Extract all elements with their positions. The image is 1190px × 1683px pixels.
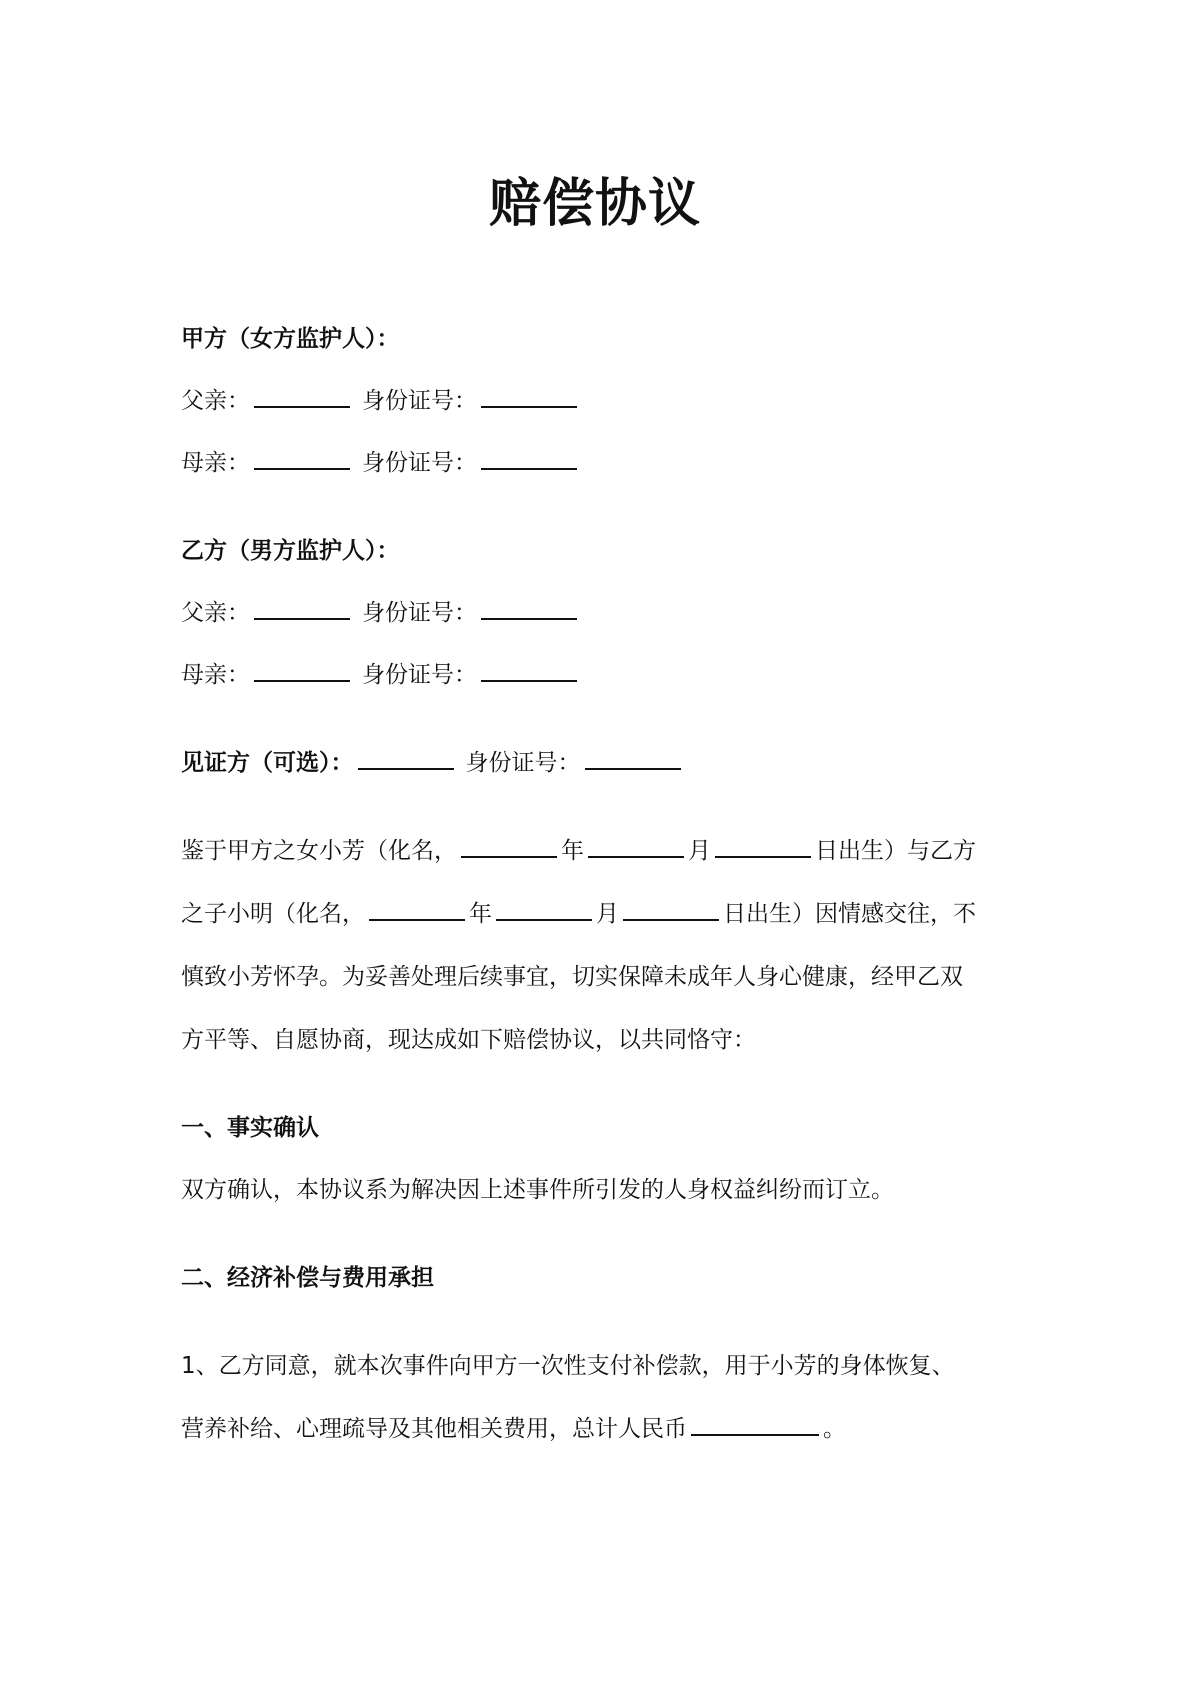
- month-label: 月: [596, 901, 619, 927]
- preamble-line-2: [181, 898, 976, 930]
- party-b-mother-row: [181, 659, 581, 691]
- mother-id-blank[interactable]: [481, 660, 577, 682]
- id-label: 身份证号：: [362, 662, 477, 688]
- section-1-text: 双方确认，本协议系为解决因上述事件所引发的人身权益纠纷而订立。: [181, 1177, 894, 1203]
- id-label: 身份证号：: [362, 450, 477, 476]
- section-1-heading: 一、事实确认: [181, 1115, 319, 1141]
- item-end: 。: [823, 1416, 846, 1442]
- preamble-text: 之子小明（化名，: [181, 901, 365, 927]
- id-label: 身份证号：: [362, 388, 477, 414]
- party-a-father-row: [181, 385, 581, 417]
- preamble-text: 日出生）因情感交往，不: [723, 901, 976, 927]
- section-2-heading: 二、经济补偿与费用承担: [181, 1265, 434, 1291]
- party-b-father-row: [181, 597, 581, 629]
- witness-name-blank[interactable]: [358, 748, 454, 770]
- preamble-text: 日出生）与乙方: [815, 838, 976, 864]
- year-label: 年: [561, 838, 584, 864]
- amount-blank[interactable]: [691, 1414, 819, 1436]
- section-2-item-1-line-2: [181, 1413, 846, 1445]
- preamble-text: 鉴于甲方之女小芳（化名，: [181, 838, 457, 864]
- section-2-item-1-line-1: 1、乙方同意，就本次事件向甲方一次性支付补偿款，用于小芳的身体恢复、: [181, 1353, 955, 1379]
- father-name-blank[interactable]: [254, 386, 350, 408]
- id-label: 身份证号：: [362, 600, 477, 626]
- mother-label: 母亲：: [181, 662, 250, 688]
- month-label: 月: [688, 838, 711, 864]
- mother-name-blank[interactable]: [254, 448, 350, 470]
- birth-month-blank[interactable]: [588, 836, 684, 858]
- witness-id-blank[interactable]: [585, 748, 681, 770]
- witness-row: [181, 747, 685, 779]
- birth-month-blank[interactable]: [496, 899, 592, 921]
- party-a-heading: 甲方（女方监护人）：: [181, 326, 400, 352]
- father-name-blank[interactable]: [254, 598, 350, 620]
- witness-label: 见证方（可选）：: [181, 750, 354, 776]
- preamble-line-3: 慎致小芳怀孕。为妥善处理后续事宜，切实保障未成年人身心健康，经甲乙双: [181, 964, 963, 990]
- preamble-line-1: [181, 835, 976, 867]
- item-text: 营养补给、心理疏导及其他相关费用，总计人民币: [181, 1416, 687, 1442]
- mother-name-blank[interactable]: [254, 660, 350, 682]
- birth-year-blank[interactable]: [461, 836, 557, 858]
- year-label: 年: [469, 901, 492, 927]
- father-label: 父亲：: [181, 388, 250, 414]
- mother-label: 母亲：: [181, 450, 250, 476]
- father-id-blank[interactable]: [481, 386, 577, 408]
- father-id-blank[interactable]: [481, 598, 577, 620]
- mother-id-blank[interactable]: [481, 448, 577, 470]
- document-title: 赔偿协议: [488, 174, 701, 234]
- preamble-line-4: 方平等、自愿协商，现达成如下赔偿协议，以共同恪守：: [181, 1027, 756, 1053]
- party-b-heading: 乙方（男方监护人）：: [181, 538, 400, 564]
- id-label: 身份证号：: [465, 750, 581, 776]
- birth-day-blank[interactable]: [623, 899, 719, 921]
- party-a-mother-row: [181, 447, 581, 479]
- birth-day-blank[interactable]: [715, 836, 811, 858]
- birth-year-blank[interactable]: [369, 899, 465, 921]
- father-label: 父亲：: [181, 600, 250, 626]
